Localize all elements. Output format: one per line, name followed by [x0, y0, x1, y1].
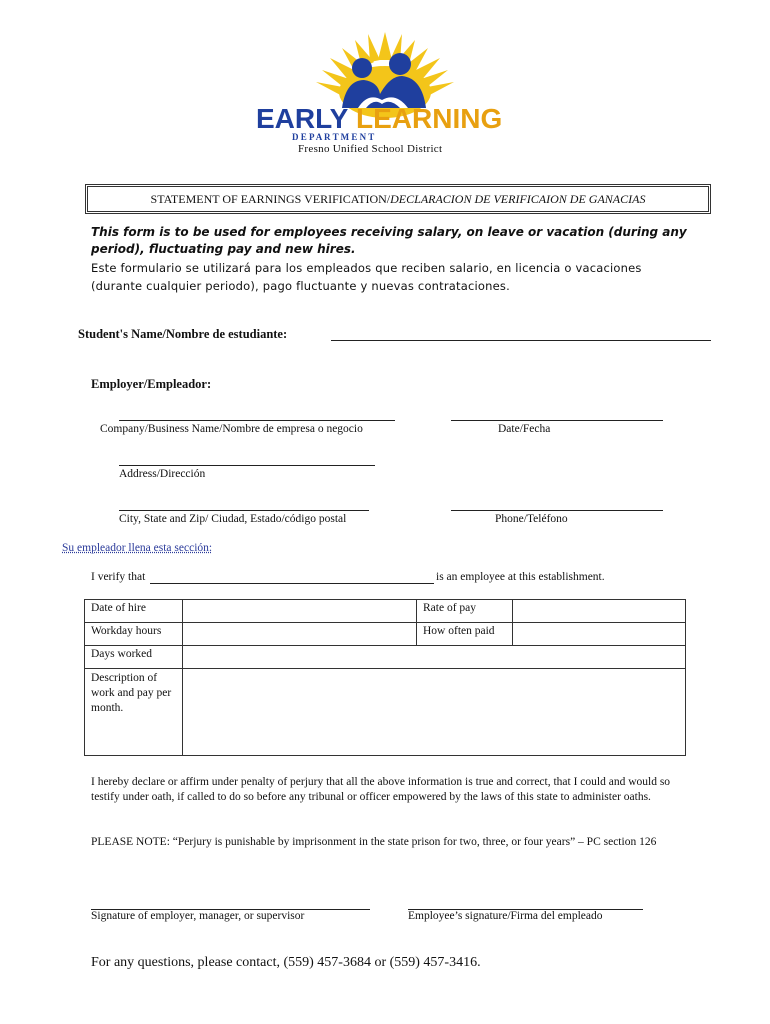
logo-word1: EARLY — [256, 103, 349, 134]
verify-label: I verify that — [91, 571, 146, 583]
district-name: Fresno Unified School District — [298, 143, 443, 155]
date-label: Date/Fecha — [498, 423, 551, 435]
phone-label: Phone/Teléfono — [495, 513, 568, 525]
form-title-en: STATEMENT OF EARNINGS VERIFICATION/ — [150, 191, 391, 206]
logo-department: D E P A R T M E N T — [292, 132, 375, 142]
phone-field[interactable] — [451, 510, 663, 511]
employer-label: Employer/Empleador: — [91, 377, 212, 391]
perjury-declaration: I hereby declare or affirm under penalty of perjury that all the above information is true and correct, that I could and would so testify under oath, if called to do so before any tribunal or officer empowered by the laws of this state to administer oaths. — [91, 776, 671, 803]
city-state-zip-label: City, State and Zip/ Ciudad, Estado/código postal — [119, 513, 347, 525]
days-worked-label: Days worked — [85, 646, 183, 669]
table-row — [85, 646, 686, 669]
employee-signature-label: Employee’s signature/Firma del empleado — [408, 910, 603, 922]
address-label: Address/Dirección — [119, 468, 206, 480]
verify-suffix: is an employee at this establishment. — [436, 571, 605, 583]
employee-name-field[interactable] — [150, 583, 434, 584]
table-row — [85, 623, 686, 646]
form-title — [85, 184, 711, 214]
date-of-hire-field[interactable] — [183, 600, 417, 623]
form-title-es: DECLARACION DE VERIFICAION DE GANACIAS — [390, 191, 646, 206]
rate-of-pay-field[interactable] — [513, 600, 686, 623]
rate-of-pay-label: Rate of pay — [417, 600, 513, 623]
student-name-label: Student's Name/Nombre de estudiante: — [78, 327, 288, 341]
logo-word2: LEARNING — [356, 103, 503, 134]
description-label: Description of work and pay per month. — [85, 669, 183, 756]
workday-hours-label: Workday hours — [85, 623, 183, 646]
date-field[interactable] — [451, 420, 663, 421]
city-state-zip-field[interactable] — [119, 510, 369, 511]
description-field[interactable] — [183, 669, 686, 756]
address-field[interactable] — [119, 465, 375, 466]
date-of-hire-label: Date of hire — [85, 600, 183, 623]
employment-info-table — [84, 599, 686, 756]
intro-spanish: Este formulario se utilizará para los empleados que reciben salario, en licencia o vacaciones (durante cualquier periodo), pago fluctuante y nuevas contrataciones. — [91, 261, 642, 293]
intro-english: This form is to be used for employees receiving salary, on leave or vacation (during any period), fluctuating pay and new hires. — [91, 225, 687, 256]
contact-info: For any questions, please contact, (559) 457-3684 or (559) 457-3416. — [91, 955, 481, 970]
table-row — [85, 669, 686, 756]
how-often-paid-field[interactable] — [513, 623, 686, 646]
employer-signature-label: Signature of employer, manager, or supervisor — [91, 910, 305, 922]
company-name-field[interactable] — [119, 420, 395, 421]
days-worked-field[interactable] — [183, 646, 686, 669]
student-name-field[interactable] — [331, 340, 711, 341]
how-often-paid-label: How often paid — [417, 623, 513, 646]
company-name-label: Company/Business Name/Nombre de empresa o negocio — [100, 423, 363, 435]
table-row — [85, 600, 686, 623]
perjury-note: PLEASE NOTE: “Perjury is punishable by imprisonment in the state prison for two, three, or four years” – PC section 126 — [91, 836, 657, 848]
workday-hours-field[interactable] — [183, 623, 417, 646]
employer-section-note: Su empleador llena esta sección: — [62, 542, 213, 554]
